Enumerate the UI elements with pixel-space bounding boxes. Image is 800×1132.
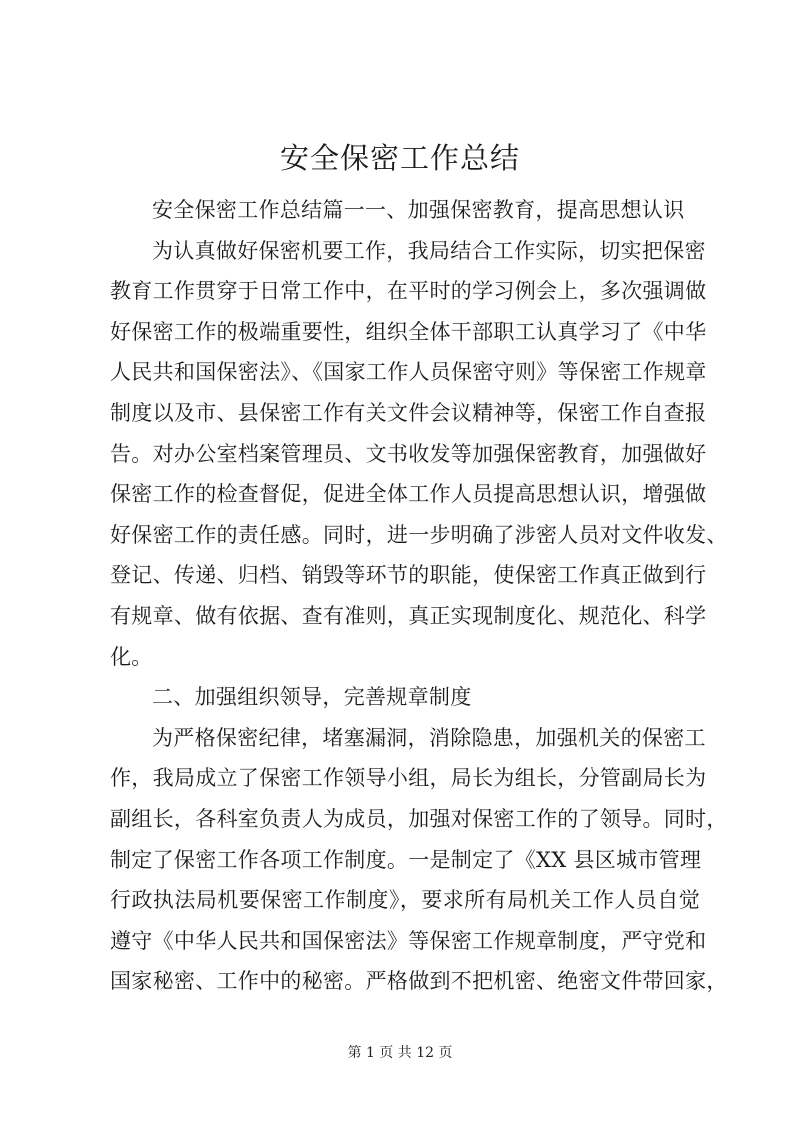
body-line: 为认真做好保密机要工作，我局结合工作实际，切实把保密	[152, 238, 706, 263]
body-line: 有规章、做有依据、查有准则，真正实现制度化、规范化、科学	[110, 603, 707, 628]
body-line: 作，我局成立了保密工作领导小组，局长为组长，分管副局长为	[110, 766, 707, 791]
body-line: 保密工作的检查督促，促进全体工作人员提高思想认识，增强做	[110, 482, 707, 507]
body-line: 国家秘密、工作中的秘密。严格做到不把机密、绝密文件带回家，	[110, 969, 728, 994]
page-footer: 第 1 页 共 12 页	[347, 1045, 453, 1061]
body-line: 告。对办公室档案管理员、文书收发等加强保密教育，加强做好	[110, 441, 707, 466]
body-line: 人民共和国保密法》、《国家工作人员保密守则》等保密工作规章	[110, 360, 707, 385]
body-line: 化。	[110, 644, 153, 669]
body-line: 安全保密工作总结篇一一、加强保密教育，提高思想认识	[152, 198, 685, 222]
body-line: 为严格保密纪律，堵塞漏洞，消除隐患，加强机关的保密工	[152, 725, 706, 750]
body-line: 行政执法局机要保密工作制度》，要求所有局机关工作人员自觉	[110, 888, 700, 913]
body-line: 制度以及市、县保密工作有关文件会议精神等，保密工作自查报	[110, 400, 707, 425]
body-line: 遵守《中华人民共和国保密法》等保密工作规章制度，严守党和	[110, 928, 707, 953]
body-line: 副组长，各科室负责人为成员，加强对保密工作的了领导。同时，	[110, 806, 728, 831]
body-line: 好保密工作的极端重要性，组织全体干部职工认真学习了《中华	[110, 319, 707, 344]
body-line: 好保密工作的责任感。同时，进一步明确了涉密人员对文件收发、	[110, 522, 728, 547]
body-line: 登记、传递、归档、销毁等环节的职能，使保密工作真正做到行	[110, 563, 707, 588]
document-title: 安全保密工作总结	[279, 141, 520, 175]
document-body	[110, 190, 728, 1002]
body-line: 教育工作贯穿于日常工作中，在平时的学习例会上，多次强调做	[110, 279, 707, 304]
body-line: 制定了保密工作各项工作制度。一是制定了《XX 县区城市管理	[110, 847, 702, 872]
body-line: 二、加强组织领导，完善规章制度	[152, 685, 472, 710]
